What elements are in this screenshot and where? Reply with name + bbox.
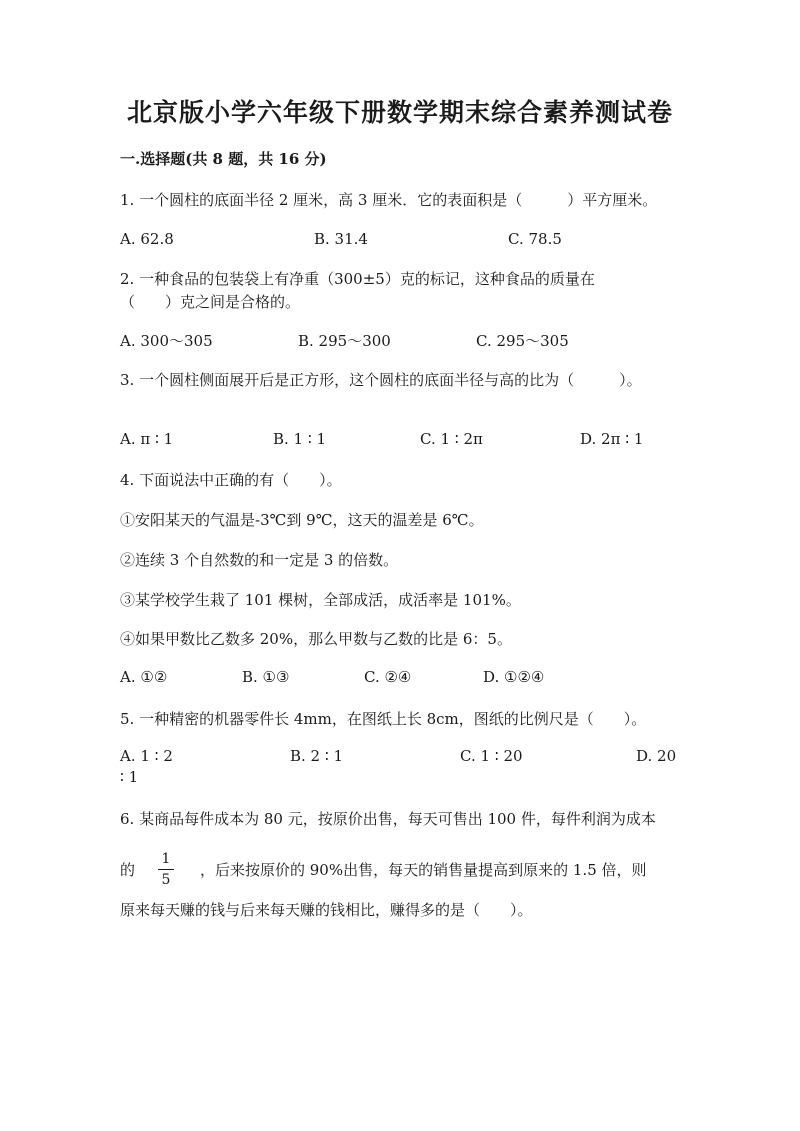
question-4-option-c: C. ②④ <box>364 668 412 686</box>
question-3-stem: 3. 一个圆柱侧面展开后是正方形，这个圆柱的底面半径与高的比为（ ）。 <box>120 371 642 389</box>
question-2-stem-line-1: 2. 一种食品的包装袋上有净重（300±5）克的标记，这种食品的质量在 <box>120 270 595 288</box>
question-5-option-b: B. 2 ∶ 1 <box>290 747 344 765</box>
question-3-option-b: B. 1 ∶ 1 <box>273 430 327 448</box>
question-5-option-d: D. 20 <box>636 747 677 765</box>
question-3-option-a: A. π ∶ 1 <box>120 430 174 448</box>
question-4-statement-1: ①安阳某天的气温是-3℃到 9℃，这天的温差是 6℃。 <box>120 511 484 529</box>
section-heading: 一.选择题(共 8 题，共 16 分) <box>120 150 327 168</box>
fraction-numerator: 1 <box>161 851 171 867</box>
page-title: 北京版小学六年级下册数学期末综合素养测试卷 <box>126 98 673 127</box>
question-2-option-b: B. 295～300 <box>298 332 391 350</box>
question-5-option-c: C. 1 ∶ 20 <box>460 747 523 765</box>
question-4-option-b: B. ①③ <box>242 668 290 686</box>
question-2-option-c: C. 295～305 <box>476 332 569 350</box>
question-6-stem-line-3: 原来每天赚的钱与后来每天赚的钱相比，赚得多的是（ ）。 <box>120 901 533 919</box>
question-6-stem-line-2-start: 的 <box>120 861 136 879</box>
question-4-option-d: D. ①②④ <box>483 668 545 686</box>
question-4-option-a: A. ①② <box>120 668 168 686</box>
question-4-statement-4: ④如果甲数比乙数多 20%，那么甲数与乙数的比是 6：5。 <box>120 630 512 648</box>
question-6-stem-line-1: 6. 某商品每件成本为 80 元，按原价出售，每天可售出 100 件，每件利润为成本 <box>120 810 656 828</box>
question-5-option-a: A. 1 ∶ 2 <box>120 747 173 765</box>
question-2-option-a: A. 300～305 <box>120 332 213 350</box>
question-5-stem: 5. 一种精密的机器零件长 4mm，在图纸上长 8cm，图纸的比例尺是（ ）。 <box>120 710 647 728</box>
question-5-option-d-continued: ∶ 1 <box>120 768 139 786</box>
question-3-option-d: D. 2π ∶ 1 <box>580 430 644 448</box>
question-4-statement-2: ②连续 3 个自然数的和一定是 3 的倍数。 <box>120 551 399 569</box>
question-4-stem: 4. 下面说法中正确的有（ ）。 <box>120 471 342 489</box>
fraction-denominator: 5 <box>161 872 171 888</box>
question-2-stem-line-2: （ ）克之间是合格的。 <box>120 293 301 311</box>
question-6-stem-line-2-end: ，后来按原价的 90%出售，每天的销售量提高到原来的 1.5 倍，则 <box>200 861 647 879</box>
question-4-statement-3: ③某学校学生栽了 101 棵树，全部成活，成活率是 101%。 <box>120 591 521 609</box>
question-1-option-b: B. 31.4 <box>314 230 368 248</box>
question-1-option-a: A. 62.8 <box>120 230 174 248</box>
question-3-option-c: C. 1 ∶ 2π <box>420 430 483 448</box>
question-1-stem: 1. 一个圆柱的底面半径 2 厘米，高 3 厘米．它的表面积是（ ）平方厘米。 <box>120 191 658 209</box>
fraction-one-fifth <box>158 852 174 887</box>
question-1-option-c: C. 78.5 <box>508 230 562 248</box>
